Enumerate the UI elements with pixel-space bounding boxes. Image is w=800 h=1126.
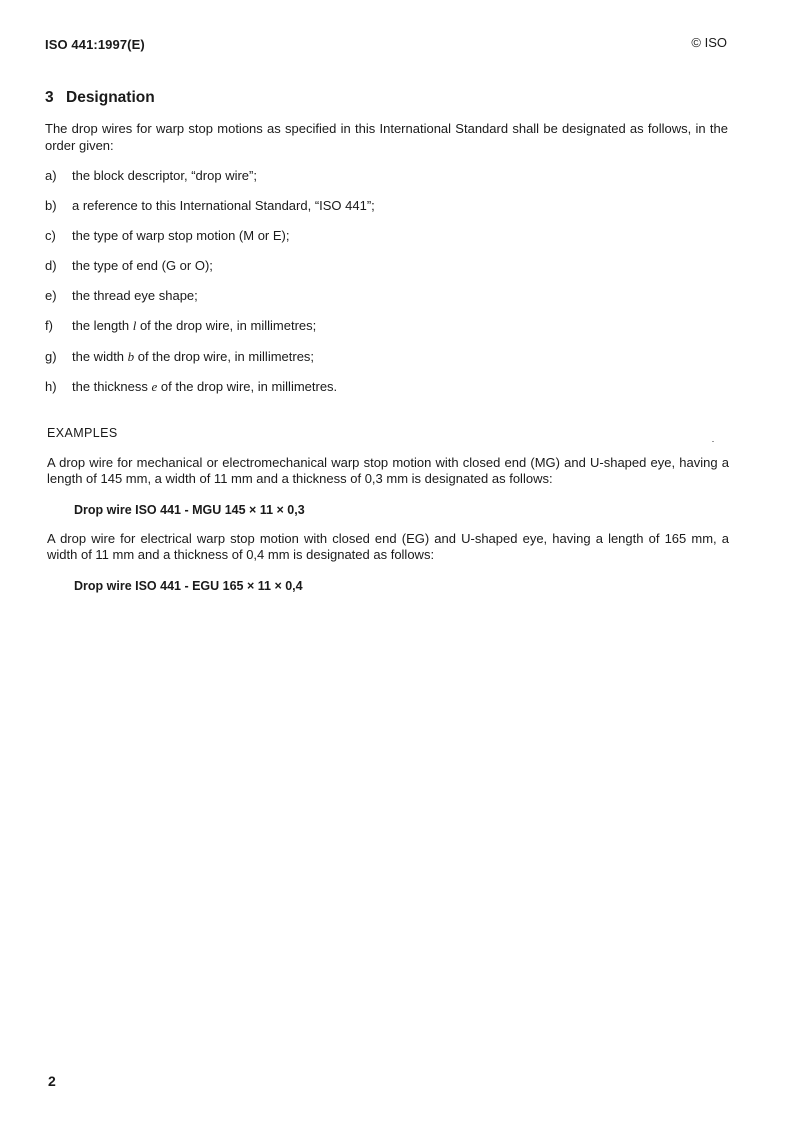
list-item	[45, 378, 728, 408]
list-item	[45, 348, 728, 378]
list-item	[45, 257, 728, 287]
list-item	[45, 287, 728, 317]
scan-speck	[712, 441, 714, 442]
list-item-text: the type of end (G or O);	[72, 258, 213, 274]
standard-identifier: ISO 441:1997(E)	[45, 37, 145, 52]
list-item-text: the length l of the drop wire, in millimetres;	[72, 318, 317, 334]
list-item-marker: g)	[45, 348, 57, 364]
section-heading	[45, 89, 155, 107]
list-item	[45, 227, 728, 257]
example-1-text: A drop wire for mechanical or electromechanical warp stop motion with closed end (MG) and U-shaped eye, having a length of 145 mm, a width of 11 mm and a thickness of 0,3 mm is designated as follows:	[47, 455, 729, 486]
list-item	[45, 197, 728, 227]
list-item-marker: a)	[45, 168, 57, 183]
list-item-text: the thickness e of the drop wire, in millimetres.	[72, 378, 338, 394]
list-item-marker: d)	[45, 258, 57, 274]
list-item	[45, 167, 728, 197]
list-item	[45, 317, 728, 347]
section-number: 3	[45, 89, 54, 106]
list-item-text: the block descriptor, “drop wire”;	[72, 168, 257, 183]
symbol-length: l	[132, 318, 137, 334]
symbol-width: b	[127, 348, 135, 364]
page-number: 2	[48, 1073, 56, 1089]
section-title: Designation	[66, 89, 155, 106]
list-item-text: a reference to this International Standard, “ISO 441”;	[72, 198, 375, 214]
section-intro-paragraph: The drop wires for warp stop motions as specified in this International Standard shall be designated as follows, in the order given:	[45, 121, 728, 153]
symbol-thickness: e	[151, 378, 158, 394]
example-1-designation: Drop wire ISO 441 - MGU 145 × 11 × 0,3	[74, 503, 305, 517]
example-2-designation: Drop wire ISO 441 - EGU 165 × 11 × 0,4	[74, 579, 303, 593]
list-item-text: the width b of the drop wire, in millimetres;	[72, 348, 315, 364]
list-item-text: the thread eye shape;	[72, 288, 198, 304]
list-item-marker: f)	[45, 318, 53, 334]
list-item-marker: b)	[45, 198, 57, 214]
copyright-notice: © ISO	[691, 35, 727, 50]
list-item-marker: h)	[45, 378, 57, 394]
example-2-text: A drop wire for electrical warp stop motion with closed end (EG) and U-shaped eye, having a length of 165 mm, a width of 11 mm and a thickness of 0,4 mm is designated as follows:	[47, 531, 729, 562]
designation-elements-list	[45, 167, 728, 408]
examples-heading: EXAMPLES	[47, 426, 118, 440]
list-item-marker: e)	[45, 288, 57, 304]
list-item-marker: c)	[45, 228, 56, 244]
list-item-text: the type of warp stop motion (M or E);	[72, 228, 290, 244]
